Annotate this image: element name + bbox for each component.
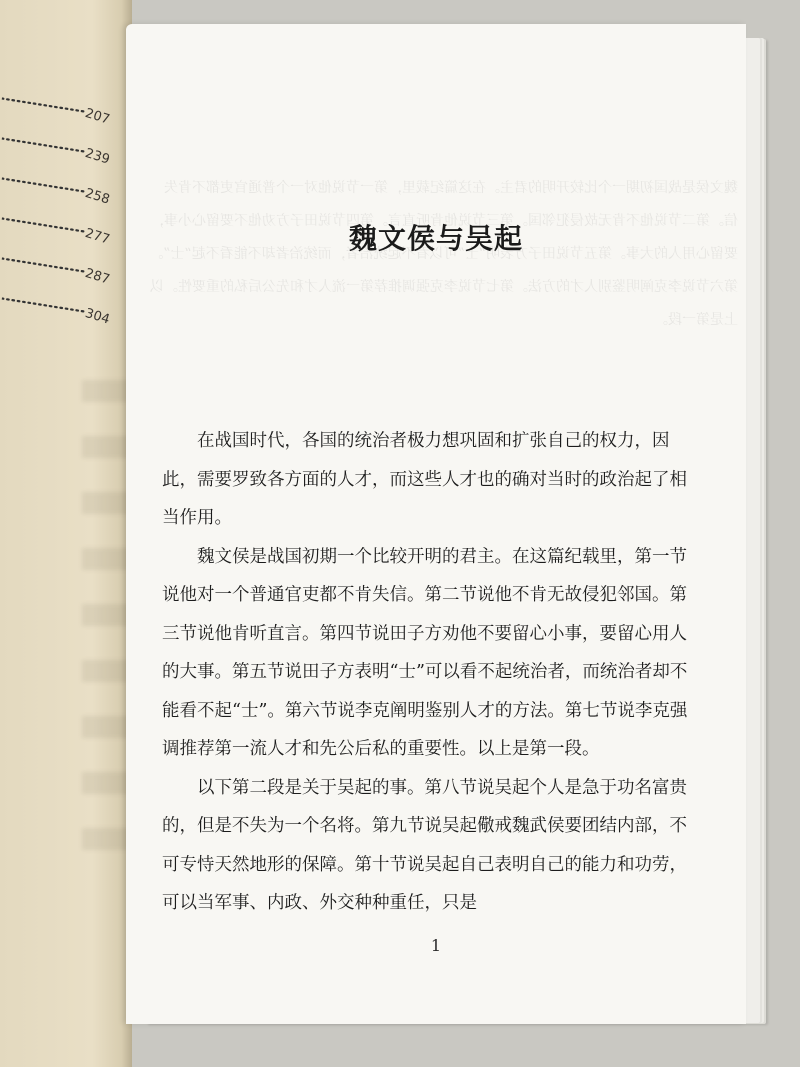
paragraph: 以下第二段是关于吴起的事。第八节说吴起个人是急于功名富贵的，但是不失为一个名将。第九节说吴起儆戒魏武侯要团结内部，不可专恃天然地形的保障。第十节说吴起自己表明自己的能力和功劳，可以当军事、内政、外交种种重任，只是: [162, 777, 687, 913]
toc-page-number: 277: [83, 225, 112, 248]
toc-page-number: 239: [83, 145, 112, 168]
toc-entry: [0, 284, 119, 332]
toc-page-number: 304: [83, 305, 112, 328]
leader-dots: [0, 245, 89, 288]
leader-dots: [0, 205, 89, 248]
page-title: 魏文侯与吴起: [348, 222, 523, 255]
body-text: [162, 422, 702, 923]
toc-entry: [0, 164, 119, 212]
leader-dots: [0, 125, 89, 168]
leader-dots: [0, 165, 89, 208]
toc-entry: [0, 84, 119, 132]
toc-entry: [0, 124, 119, 172]
toc-page-number: 207: [83, 105, 112, 128]
previous-page: [0, 0, 132, 1067]
page-number: 1: [430, 936, 442, 955]
paragraph: 魏文侯是战国初期一个比较开明的君主。在这篇纪载里，第一节说他对一个普通官吏都不肯失信。第二节说他不肯无故侵犯邻国。第三节说他肯听直言。第四节说田子方劝他不要留心小事，要留心用人的大事。第五节说田子方表明“士”可以看不起统治者，而统治者却不能看不起“士”。第六节说李克阐明鉴别人才的方法。第七节说李克强调推荐第一流人才和先公后私的重要性。以上是第一段。: [162, 546, 688, 759]
toc-entry: [0, 244, 119, 292]
book-page: [126, 24, 746, 1024]
show-through-shadow: [82, 380, 132, 860]
leader-dots: [0, 285, 89, 328]
paragraph: 在战国时代，各国的统治者极力想巩固和扩张自己的权力，因此，需要罗致各方面的人才，而这些人才也的确对当时的政治起了相当作用。: [162, 431, 687, 528]
toc-entry: [0, 204, 119, 252]
reverse-side-show-through: 魏文侯是战国初期一个比较开明的君主。在这篇纪载里，第一节说他对一个普通官吏都不肯失信。第二节说他不肯无故侵犯邻国。第三节说他肯听直言。第四节说田子方劝他不要留心小事，要留心用人的大事。第五节说田子方表明“士”可以看不起统治者，而统治者却不能看不起“士”。第六节说李克阐明鉴别人才的方法。第七节说李克强调推荐第一流人才和先公后私的重要性。以上是第一段。: [149, 180, 738, 328]
toc-page-number: 258: [83, 185, 112, 208]
leader-dots: [0, 85, 89, 128]
toc-page-number: 287: [83, 265, 112, 288]
